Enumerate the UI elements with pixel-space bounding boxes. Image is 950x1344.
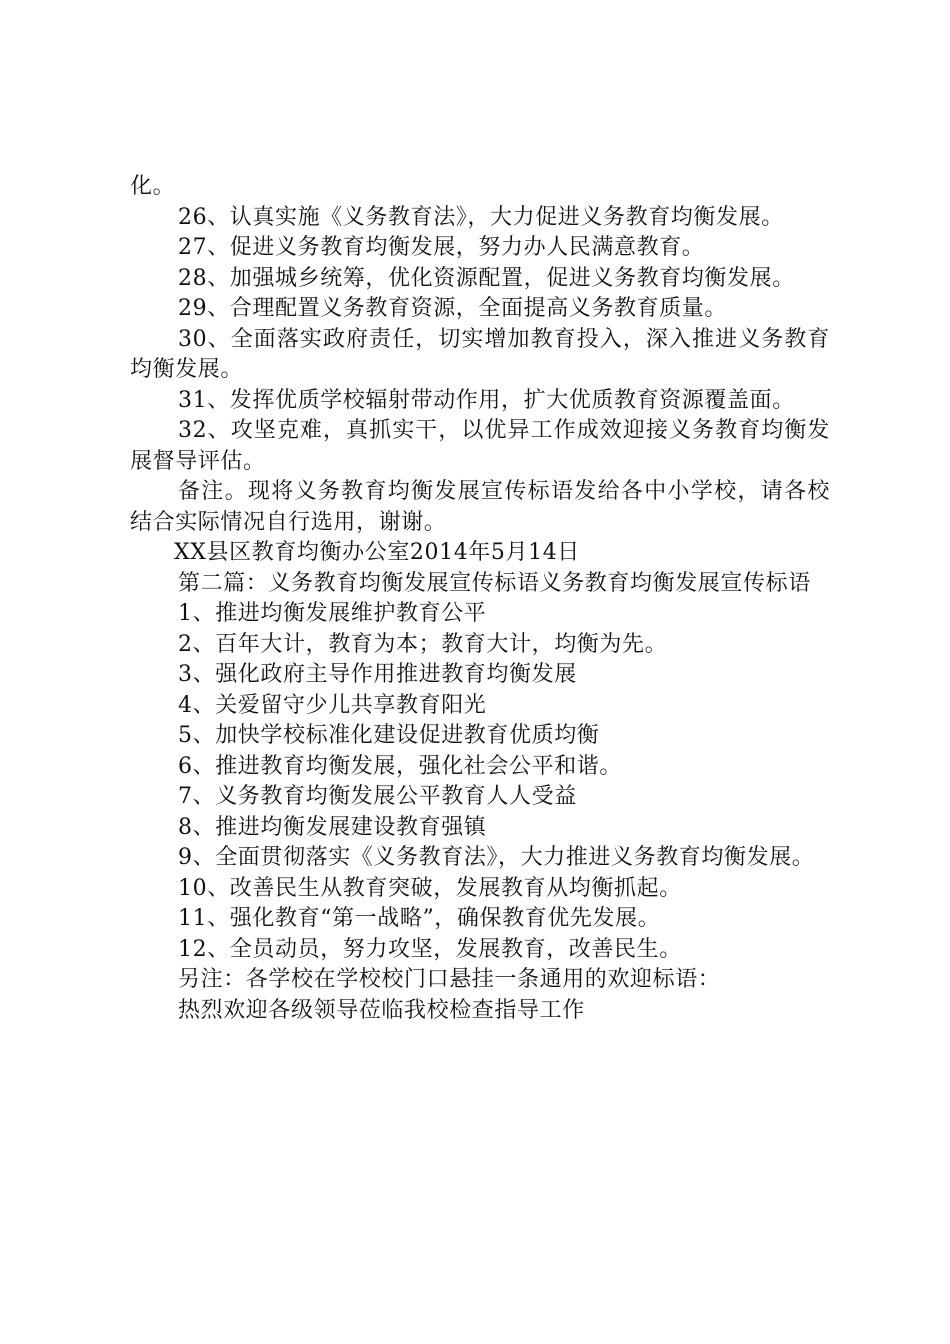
slogan-8: 8、推进均衡发展建设教育强镇 (178, 814, 487, 840)
slogan-6: 6、推进教育均衡发展，强化社会公平和谐。 (178, 753, 622, 779)
remark-paragraph: 备注。现将义务教育均衡发展宣传标语发给各中小学校，请各校结合实际情况自行选用，谢谢。 (130, 479, 830, 535)
slogan-1: 1、推进均衡发展维护教育公平 (178, 601, 487, 626)
note-paragraph: 另注：各学校在学校校门口悬挂一条通用的欢迎标语： (178, 967, 721, 992)
signature-line: XX县区教育均衡办公室2014年5月14日 (174, 540, 580, 565)
slogan-4: 4、关爱留守少儿共享教育阳光 (178, 692, 487, 718)
section-heading-second: 第二篇：义务教育均衡发展宣传标语义务教育均衡发展宣传标语 (178, 570, 811, 596)
slogan-31: 31、发挥优质学校辐射带动作用，扩大优质教育资源覆盖面。 (178, 387, 795, 413)
slogan-27: 27、促进义务教育均衡发展，努力办人民满意教育。 (178, 235, 705, 260)
slogan-29: 29、合理配置义务教育资源，全面提高义务教育质量。 (178, 296, 727, 321)
slogan-30: 30、全面落实政府责任，切实增加教育投入，深入推进义务教育均衡发展。 (130, 326, 830, 382)
slogan-5: 5、加快学校标准化建设促进教育优质均衡 (178, 723, 600, 748)
slogan-3: 3、强化政府主导作用推进教育均衡发展 (178, 662, 577, 687)
slogan-2: 2、百年大计，教育为本；教育大计，均衡为先。 (178, 631, 668, 657)
document-page (0, 172, 950, 1026)
slogan-28: 28、加强城乡统筹，优化资源配置，促进义务教育均衡发展。 (178, 265, 795, 291)
slogan-32: 32、攻坚克难，真抓实干，以优异工作成效迎接义务教育均衡发展督导评估。 (130, 418, 830, 474)
paragraph-continuation: 化。 (130, 174, 176, 199)
slogan-9: 9、全面贯彻落实《义务教育法》，大力推进义务教育均衡发展。 (178, 845, 815, 870)
slogan-7: 7、义务教育均衡发展公平教育人人受益 (178, 784, 577, 809)
slogan-10: 10、改善民生从教育突破，发展教育从均衡抓起。 (178, 875, 682, 901)
welcome-banner-text: 热烈欢迎各级领导莅临我校检查指导工作 (178, 997, 585, 1023)
slogan-12: 12、全员动员，努力攻坚，发展教育，改善民生。 (178, 936, 682, 962)
slogan-26: 26、认真实施《义务教育法》，大力促进义务教育均衡发展。 (178, 204, 784, 230)
slogan-11: 11、强化教育“第一战略”，确保教育优先发展。 (178, 906, 661, 931)
